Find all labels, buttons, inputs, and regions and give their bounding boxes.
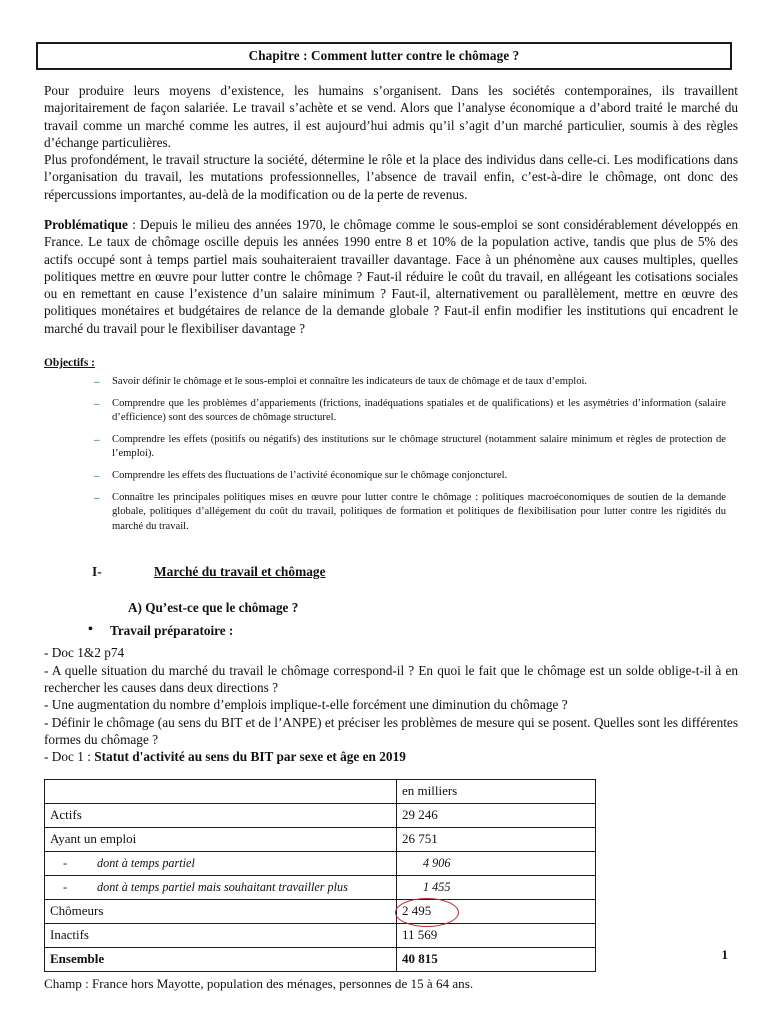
row-label: Ensemble [45,948,397,972]
row-value: 26 751 [397,828,596,852]
objectif-text: Comprendre que les problèmes d’appariements (frictions, inadéquations spatiales et de qualifications) et les asymétries d’information (salaire d’efficience) sont des sources de chômage structurel. [112,397,726,424]
question-item: - Doc 1&2 p74 [44,645,125,661]
table-row [45,828,596,852]
dash-bullet-icon: – [94,433,100,446]
chapter-title-box [36,42,732,70]
objectif-text: Savoir définir le chômage et le sous-emploi et connaître les indicateurs de taux de chômage et de taux d’emploi. [112,375,588,387]
dash-bullet-icon: – [94,491,100,504]
table-row [45,900,596,924]
objectifs-list [44,375,738,534]
doc-reference [44,748,738,765]
intro-paragraph-1: Pour produire leurs moyens d’existence, les humains s’organisent. Dans les sociétés contemporaines, ils travaillent majoritairement de façon salariée. Le travail s’achète et se vend. Alors que l’analyse économique a d’abord traité le marché du travail comme un marché comme les autres, il est aujourd’hui admis qu’il s’agit d’un marché particulier, soumis à des règles d’échange particulières. [44,83,738,150]
row-value: 40 815 [397,948,596,972]
questions-list [44,644,738,765]
problematique-paragraph [44,216,738,337]
statistics-table [44,779,596,972]
row-value: 11 569 [397,924,596,948]
question-item: - Une augmentation du nombre d’emplois implique-t-elle forcément une diminution du chômage ? [44,697,568,713]
table-row [45,876,596,900]
list-item [94,491,738,535]
row-value-highlighted: 2 495 [397,900,596,924]
row-label: Inactifs [45,924,397,948]
dot-bullet-icon: • [88,622,93,638]
sub-marker: - [63,855,68,870]
doc-title: Statut d'activité au sens du BIT par sexe et âge en 2019 [94,749,406,765]
list-item [94,397,738,426]
table-row [45,924,596,948]
page-number: 1 [721,947,728,962]
row-label: Actifs [45,804,397,828]
doc-prefix: - Doc 1 : [44,749,95,765]
problematique-label: Problématique [44,216,128,232]
row-value: 29 246 [397,804,596,828]
question-item: - Définir le chômage (au sens du BIT et de l’ANPE) et préciser les problèmes de mesure qui se posent. Quelles sont les différentes formes du chômage ? [44,714,738,747]
table-header-row [45,780,596,804]
question-item: - A quelle situation du marché du travail le chômage correspond-il ? En quoi le fait que le chômage est un solde oblige-t-il à en rechercher les causes dans deux directions ? [44,662,738,695]
row-label [45,852,397,876]
intro-paragraph-2: Plus profondément, le travail structure la société, détermine le rôle et la place des individus dans celle-ci. Les modifications dans l’organisation du travail, les mutations professionnelles, l’absence de travail enfin, c’est-à-dire le chômage, ont donc des répercussions importantes, au-delà de la modification ou de la perte de revenus. [44,152,738,202]
table-source-note: Champ : France hors Mayotte, population des ménages, personnes de 15 à 64 ans. [44,976,474,992]
row-label [45,876,397,900]
sub-label-text: dont à temps partiel [97,855,195,870]
sub-marker: - [63,879,68,894]
document-body [44,82,738,992]
list-item [94,469,738,484]
travail-preparatoire-label: Travail préparatoire : [110,623,234,639]
dash-bullet-icon: – [94,397,100,410]
row-label: Ayant un emploi [45,828,397,852]
row-label: Chômeurs [45,900,397,924]
section-title: Marché du travail et chômage [154,564,326,580]
dash-bullet-icon: – [94,469,100,482]
objectifs-heading: Objectifs : [44,356,95,369]
list-item [94,433,738,462]
table-header-blank [45,780,397,804]
section-heading-1 [44,564,738,580]
statistics-table-container [44,779,738,972]
problematique-text: : Depuis le milieu des années 1970, le chômage comme le sous-emploi se sont considérablement développés en France. Le taux de chômage oscille depuis les années 1990 entre 8 et 10% de la population active, tandis que plus de 5% des actifs occupé sont à temps partiel mais souhaiteraient travailler davantage. Face à un phénomène aux causes multiples, quelles politiques mettre en œuvre pour lutter contre le chômage ? Faut-il réduire le coût du travail, en allégeant les cotisations sociales ou en remettant en cause l’existence d’un salaire minimum ? Faut-il, alternativement ou parallèlement, mettre en œuvre des politiques monétaires et budgétaires de relance de la demande globale ? Faut-il enfin modifier les institutions qui encadrent le marché du travail pour le flexibiliser davantage ? [44,216,738,336]
table-row [45,804,596,828]
row-value: 1 455 [397,876,596,900]
subsection-heading-a: A) Qu’est-ce que le chômage ? [128,600,299,616]
travail-preparatoire-bullet [44,623,738,639]
objectif-text: Connaître les principales politiques mises en œuvre pour lutter contre le chômage : politiques macroéconomiques de soutien de la demande globale, politiques d’allégement du coût du travail, politiques de formation et politiques de flexibilisation pour lutter contre les rigidités du marché du travail. [112,491,726,532]
list-item [94,375,738,390]
objectif-text: Comprendre les effets (positifs ou négatifs) des institutions sur le chômage structurel (notamment salaire minimum et règles de protection de l’emploi). [112,433,726,460]
page-title: Chapitre : Comment lutter contre le chômage ? [248,48,520,63]
dash-bullet-icon: – [94,375,100,388]
row-value: 4 906 [397,852,596,876]
sub-label-text: dont à temps partiel mais souhaitant travailler plus [97,879,348,894]
objectif-text: Comprendre les effets des fluctuations de l’activité économique sur le chômage conjoncturel. [112,469,508,481]
table-row [45,852,596,876]
table-header-unit: en milliers [397,780,596,804]
table-row [45,948,596,972]
section-number: I- [92,564,102,580]
